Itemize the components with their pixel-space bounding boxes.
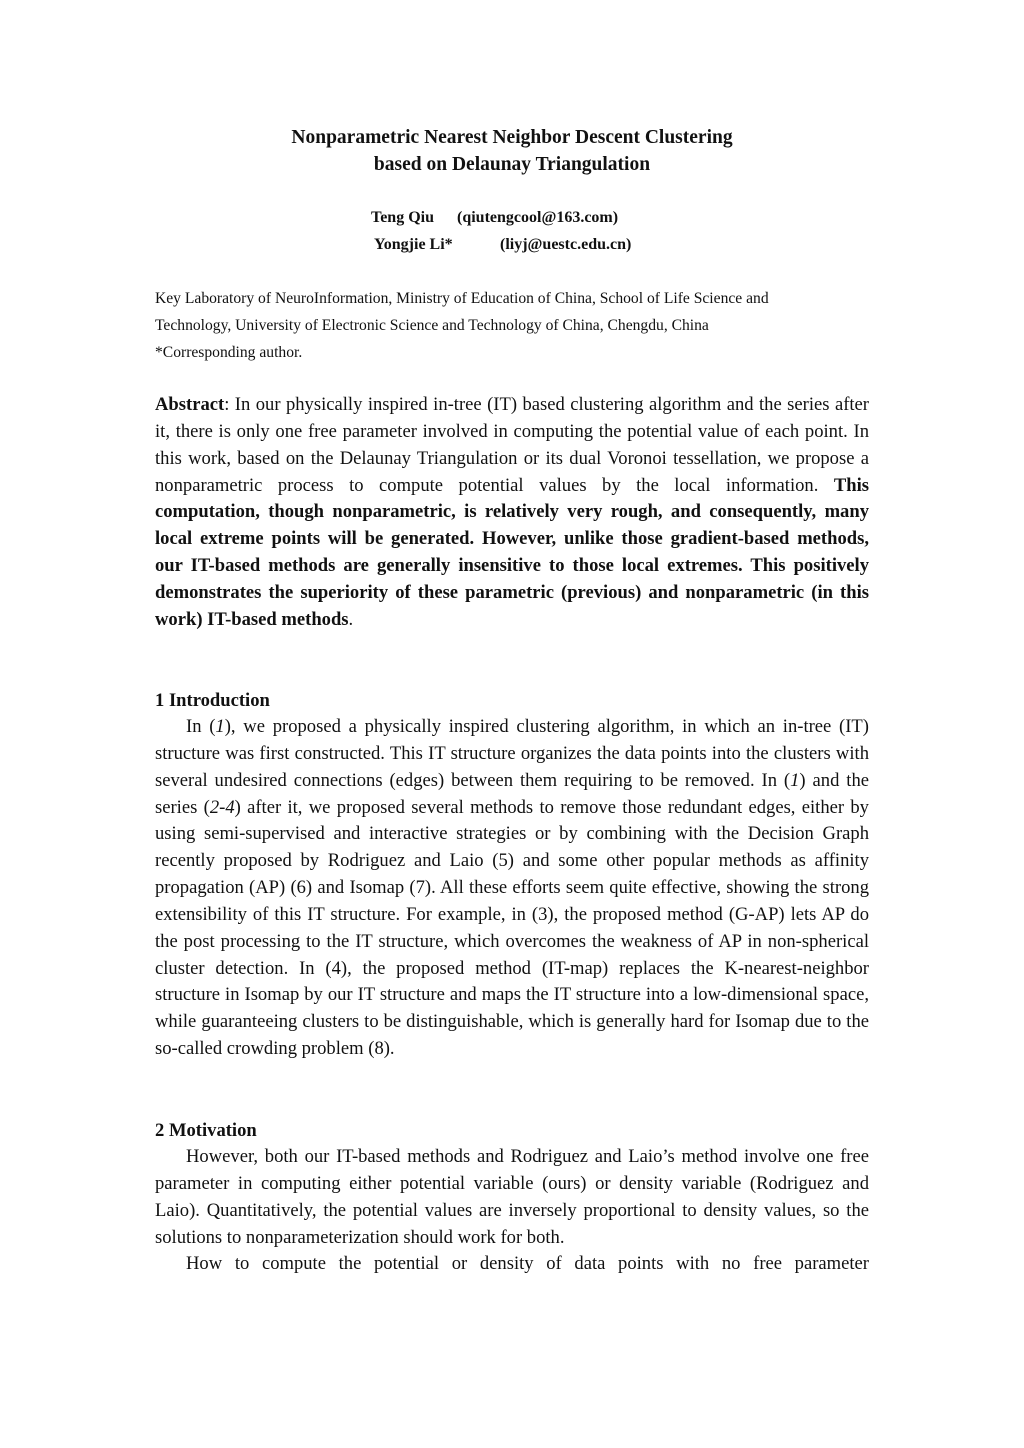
author-email-1: (qiutengcool@163.com) [457, 209, 619, 226]
section-heading-introduction: 1 Introduction [155, 690, 270, 711]
intro-text-4: ) after it, we proposed several methods to remove those redundant edges, either by using semi-supervised and interactive strategies or by combining with the Decision Graph recently proposed by Rodriguez and Laio (5) and some other popular methods as affinity propagation (AP) (6) and Isomap (7). All these efforts seem quite effective, showing the strong extensibility of this IT structure. For example, in (3), the proposed method (G-AP) lets AP do the post processing to the IT structure, which overcomes the weakness of AP in non-spherical cluster detection. In (4), the proposed method (IT-map) replaces the K-nearest-neighbor structure in Isomap by our IT structure and maps the IT structure into a low-dimensional space, while guaranteeing clusters to be distinguishable, which is generally hard for Isomap due to the so-called crowding problem (8). [155, 796, 869, 1060]
corresponding-author-note: *Corresponding author. [155, 344, 303, 361]
author-email-2: (liyj@uestc.edu.cn) [500, 236, 632, 253]
motivation-paragraph-1: However, both our IT-based methods and Rodriguez and Laio’s method involve one free parameter in computing either potential variable (ours) or density variable (Rodriguez and Laio). Quantitatively, the potential values are inversely proportional to density values, so the solutions to nonparameterization should work for both. [155, 1146, 869, 1248]
paper-title-line-1: Nonparametric Nearest Neighbor Descent Clustering [291, 127, 733, 148]
intro-ref-1: 1 [215, 716, 225, 737]
introduction-paragraph [155, 714, 869, 1063]
intro-ref-3: 2-4 [209, 796, 235, 818]
intro-ref-2: 1 [790, 769, 800, 791]
abstract-paragraph [155, 392, 869, 634]
paper-title-line-2: based on Delaunay Triangulation [373, 154, 651, 175]
abstract-bold-text: This computation, though nonparametric, is relatively very rough, and consequently, many local extreme points will be generated. However, unlike those gradient-based methods, our IT-based methods are generally insensitive to those local extremes. This positively demonstrates the superiority of these parametric (previous) and nonparametric (in this work) IT-based methods [155, 474, 869, 630]
author-name-1: Teng Qiu [371, 209, 434, 226]
abstract-end: . [348, 608, 354, 630]
intro-text-2: ), we proposed a physically inspired clustering algorithm, in which an in-tree (IT) structure was first constructed. This IT structure organizes the data points into the clusters with several undesired connections (edges) between them requiring to be removed. In ( [155, 716, 869, 791]
abstract-text: : In our physically inspired in-tree (IT) based clustering algorithm and the series after it, there is only one free parameter involved in computing the potential value of each point. In this work, based on the Delaunay Triangulation or its dual Voronoi tessellation, we propose a nonparametric process to compute potential values by the local information. [155, 394, 869, 496]
abstract-label: Abstract [155, 394, 225, 415]
intro-text-3: ) and the series ( [155, 769, 869, 818]
author-name-2: Yongjie Li* [374, 236, 453, 253]
motivation-paragraph-2: How to compute the potential or density of data points with no free parameter [186, 1253, 869, 1274]
affiliation-line-2: Technology, University of Electronic Science and Technology of China, Chengdu, China [155, 317, 709, 334]
affiliation-line-1: Key Laboratory of NeuroInformation, Ministry of Education of China, School of Life Science and [155, 290, 769, 307]
section-heading-motivation: 2 Motivation [155, 1120, 257, 1141]
intro-text-1: In ( [186, 716, 216, 737]
